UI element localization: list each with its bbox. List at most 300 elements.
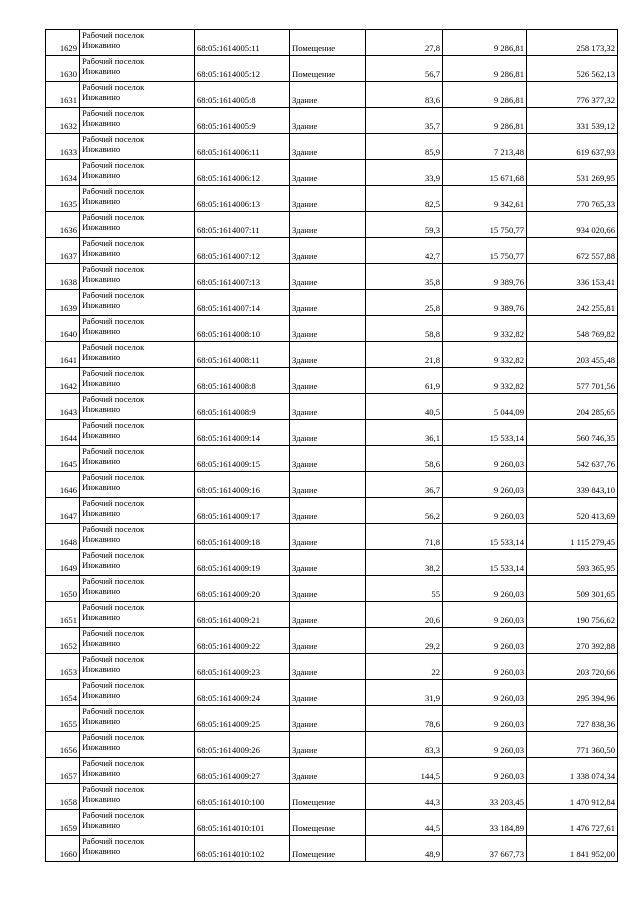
cadastral-number-cell: 68:05:1614009:22 — [195, 628, 290, 654]
location-line-2: Инжавино — [82, 247, 121, 258]
location-line-1: Рабочий поселок — [82, 342, 145, 352]
rate-cell: 33 203,45 — [443, 784, 527, 810]
area-cell: 61,9 — [366, 368, 443, 394]
cadastral-number-cell: 68:05:1614010:102 — [195, 836, 290, 862]
location-line-2: Инжавино — [82, 377, 121, 388]
cadastral-value-cell: 1 470 912,84 — [527, 784, 618, 810]
rate-cell: 9 286,81 — [443, 30, 527, 56]
location-line-2: Инжавино — [82, 819, 121, 830]
location-line-2: Инжавино — [82, 351, 121, 362]
rate-cell: 15 671,68 — [443, 160, 527, 186]
object-type-cell: Здание — [290, 706, 366, 732]
table-row — [46, 420, 618, 446]
table-row — [46, 316, 618, 342]
row-number-cell: 1649 — [46, 550, 80, 576]
rate-cell: 9 342,61 — [443, 186, 527, 212]
row-number-cell: 1641 — [46, 342, 80, 368]
location-line-1: Рабочий поселок — [82, 56, 145, 66]
location-line-1: Рабочий поселок — [82, 706, 145, 716]
location-line-2: Инжавино — [82, 663, 121, 674]
cadastral-number-cell: 68:05:1614009:21 — [195, 602, 290, 628]
location-cell — [80, 160, 195, 186]
location-line-2: Инжавино — [82, 637, 121, 648]
location-line-1: Рабочий поселок — [82, 550, 145, 560]
table-row — [46, 342, 618, 368]
table-row — [46, 56, 618, 82]
location-cell — [80, 550, 195, 576]
cadastral-number-cell: 68:05:1614007:13 — [195, 264, 290, 290]
area-cell: 33,9 — [366, 160, 443, 186]
location-line-1: Рабочий поселок — [82, 134, 145, 144]
location-line-1: Рабочий поселок — [82, 498, 145, 508]
location-cell — [80, 576, 195, 602]
table-row — [46, 108, 618, 134]
row-number-cell: 1633 — [46, 134, 80, 160]
table-row — [46, 186, 618, 212]
document-page — [45, 29, 617, 862]
area-cell: 42,7 — [366, 238, 443, 264]
cadastral-value-cell: 1 338 074,34 — [527, 758, 618, 784]
table-row — [46, 264, 618, 290]
location-line-2: Инжавино — [82, 221, 121, 232]
table-row — [46, 784, 618, 810]
location-cell — [80, 628, 195, 654]
object-type-cell: Здание — [290, 212, 366, 238]
location-line-2: Инжавино — [82, 715, 121, 726]
table-row — [46, 810, 618, 836]
location-line-1: Рабочий поселок — [82, 186, 145, 196]
object-type-cell: Здание — [290, 420, 366, 446]
table-row — [46, 654, 618, 680]
location-line-2: Инжавино — [82, 793, 121, 804]
cadastral-value-cell: 672 557,88 — [527, 238, 618, 264]
area-cell: 59,3 — [366, 212, 443, 238]
cadastral-number-cell: 68:05:1614009:20 — [195, 576, 290, 602]
row-number-cell: 1642 — [46, 368, 80, 394]
object-type-cell: Помещение — [290, 56, 366, 82]
rate-cell: 7 213,48 — [443, 134, 527, 160]
cadastral-value-cell: 770 765,33 — [527, 186, 618, 212]
row-number-cell: 1648 — [46, 524, 80, 550]
cadastral-value-cell: 1 115 279,45 — [527, 524, 618, 550]
location-cell — [80, 758, 195, 784]
location-cell — [80, 420, 195, 446]
rate-cell: 9 389,76 — [443, 264, 527, 290]
object-type-cell: Здание — [290, 550, 366, 576]
cadastral-number-cell: 68:05:1614009:17 — [195, 498, 290, 524]
rate-cell: 15 750,77 — [443, 212, 527, 238]
row-number-cell: 1629 — [46, 30, 80, 56]
location-cell — [80, 732, 195, 758]
area-cell: 56,2 — [366, 498, 443, 524]
table-row — [46, 472, 618, 498]
location-cell — [80, 212, 195, 238]
location-line-1: Рабочий поселок — [82, 368, 145, 378]
location-line-2: Инжавино — [82, 65, 121, 76]
cadastral-number-cell: 68:05:1614009:18 — [195, 524, 290, 550]
cadastral-value-cell: 242 255,81 — [527, 290, 618, 316]
cadastral-number-cell: 68:05:1614005:11 — [195, 30, 290, 56]
location-line-1: Рабочий поселок — [82, 316, 145, 326]
area-cell: 38,2 — [366, 550, 443, 576]
object-type-cell: Здание — [290, 368, 366, 394]
valuation-table — [45, 29, 618, 862]
object-type-cell: Здание — [290, 602, 366, 628]
table-row — [46, 602, 618, 628]
location-line-1: Рабочий поселок — [82, 290, 145, 300]
table-body — [46, 30, 618, 862]
location-line-2: Инжавино — [82, 299, 121, 310]
cadastral-number-cell: 68:05:1614005:8 — [195, 82, 290, 108]
object-type-cell: Здание — [290, 758, 366, 784]
location-cell — [80, 82, 195, 108]
object-type-cell: Помещение — [290, 784, 366, 810]
location-line-2: Инжавино — [82, 91, 121, 102]
cadastral-value-cell: 295 394,96 — [527, 680, 618, 706]
cadastral-number-cell: 68:05:1614009:14 — [195, 420, 290, 446]
object-type-cell: Здание — [290, 394, 366, 420]
object-type-cell: Здание — [290, 316, 366, 342]
cadastral-number-cell: 68:05:1614006:12 — [195, 160, 290, 186]
table-row — [46, 758, 618, 784]
row-number-cell: 1657 — [46, 758, 80, 784]
cadastral-value-cell: 727 838,36 — [527, 706, 618, 732]
location-cell — [80, 524, 195, 550]
table-row — [46, 238, 618, 264]
location-line-1: Рабочий поселок — [82, 82, 145, 92]
location-line-1: Рабочий поселок — [82, 446, 145, 456]
table-row — [46, 628, 618, 654]
location-line-1: Рабочий поселок — [82, 394, 145, 404]
rate-cell: 9 332,82 — [443, 342, 527, 368]
location-line-1: Рабочий поселок — [82, 238, 145, 248]
row-number-cell: 1656 — [46, 732, 80, 758]
row-number-cell: 1660 — [46, 836, 80, 862]
rate-cell: 15 533,14 — [443, 420, 527, 446]
cadastral-value-cell: 526 562,13 — [527, 56, 618, 82]
rate-cell: 9 260,03 — [443, 498, 527, 524]
cadastral-value-cell: 560 746,35 — [527, 420, 618, 446]
cadastral-value-cell: 509 301,65 — [527, 576, 618, 602]
area-cell: 58,6 — [366, 446, 443, 472]
location-cell — [80, 108, 195, 134]
cadastral-number-cell: 68:05:1614008:11 — [195, 342, 290, 368]
table-row — [46, 524, 618, 550]
row-number-cell: 1651 — [46, 602, 80, 628]
row-number-cell: 1646 — [46, 472, 80, 498]
table-row — [46, 732, 618, 758]
row-number-cell: 1658 — [46, 784, 80, 810]
row-number-cell: 1653 — [46, 654, 80, 680]
location-line-2: Инжавино — [82, 741, 121, 752]
cadastral-value-cell: 203 720,66 — [527, 654, 618, 680]
location-line-2: Инжавино — [82, 325, 121, 336]
row-number-cell: 1645 — [46, 446, 80, 472]
location-cell — [80, 498, 195, 524]
rate-cell: 9 260,03 — [443, 602, 527, 628]
cadastral-value-cell: 520 413,69 — [527, 498, 618, 524]
cadastral-number-cell: 68:05:1614009:15 — [195, 446, 290, 472]
cadastral-number-cell: 68:05:1614009:16 — [195, 472, 290, 498]
location-line-2: Инжавино — [82, 455, 121, 466]
area-cell: 35,7 — [366, 108, 443, 134]
location-line-1: Рабочий поселок — [82, 576, 145, 586]
cadastral-value-cell: 776 377,32 — [527, 82, 618, 108]
object-type-cell: Здание — [290, 186, 366, 212]
location-cell — [80, 342, 195, 368]
location-line-1: Рабочий поселок — [82, 160, 145, 170]
rate-cell: 15 750,77 — [443, 238, 527, 264]
object-type-cell: Здание — [290, 134, 366, 160]
location-line-1: Рабочий поселок — [82, 30, 145, 40]
rate-cell: 9 286,81 — [443, 82, 527, 108]
table-row — [46, 836, 618, 862]
cadastral-number-cell: 68:05:1614008:10 — [195, 316, 290, 342]
table-row — [46, 134, 618, 160]
location-line-1: Рабочий поселок — [82, 264, 145, 274]
row-number-cell: 1640 — [46, 316, 80, 342]
location-line-2: Инжавино — [82, 169, 121, 180]
row-number-cell: 1638 — [46, 264, 80, 290]
cadastral-number-cell: 68:05:1614010:100 — [195, 784, 290, 810]
rate-cell: 9 260,03 — [443, 576, 527, 602]
object-type-cell: Здание — [290, 238, 366, 264]
location-line-1: Рабочий поселок — [82, 654, 145, 664]
row-number-cell: 1647 — [46, 498, 80, 524]
cadastral-value-cell: 1 476 727,61 — [527, 810, 618, 836]
row-number-cell: 1630 — [46, 56, 80, 82]
cadastral-value-cell: 331 539,12 — [527, 108, 618, 134]
row-number-cell: 1639 — [46, 290, 80, 316]
location-cell — [80, 472, 195, 498]
location-line-2: Инжавино — [82, 429, 121, 440]
rate-cell: 9 260,03 — [443, 654, 527, 680]
object-type-cell: Помещение — [290, 30, 366, 56]
location-line-1: Рабочий поселок — [82, 602, 145, 612]
cadastral-number-cell: 68:05:1614006:11 — [195, 134, 290, 160]
location-cell — [80, 810, 195, 836]
rate-cell: 9 260,03 — [443, 472, 527, 498]
object-type-cell: Здание — [290, 498, 366, 524]
row-number-cell: 1650 — [46, 576, 80, 602]
location-cell — [80, 316, 195, 342]
row-number-cell: 1652 — [46, 628, 80, 654]
cadastral-value-cell: 577 701,56 — [527, 368, 618, 394]
object-type-cell: Здание — [290, 732, 366, 758]
row-number-cell: 1636 — [46, 212, 80, 238]
location-line-2: Инжавино — [82, 481, 121, 492]
object-type-cell: Здание — [290, 654, 366, 680]
location-cell — [80, 654, 195, 680]
area-cell: 29,2 — [366, 628, 443, 654]
area-cell: 56,7 — [366, 56, 443, 82]
location-line-2: Инжавино — [82, 845, 121, 856]
area-cell: 27,8 — [366, 30, 443, 56]
rate-cell: 9 389,76 — [443, 290, 527, 316]
rate-cell: 33 184,89 — [443, 810, 527, 836]
row-number-cell: 1644 — [46, 420, 80, 446]
area-cell: 20,6 — [366, 602, 443, 628]
object-type-cell: Здание — [290, 680, 366, 706]
table-row — [46, 160, 618, 186]
table-row — [46, 680, 618, 706]
area-cell: 44,5 — [366, 810, 443, 836]
cadastral-value-cell: 339 843,10 — [527, 472, 618, 498]
rate-cell: 9 260,03 — [443, 706, 527, 732]
area-cell: 144,5 — [366, 758, 443, 784]
cadastral-number-cell: 68:05:1614009:23 — [195, 654, 290, 680]
area-cell: 48,9 — [366, 836, 443, 862]
row-number-cell: 1637 — [46, 238, 80, 264]
location-line-2: Инжавино — [82, 507, 121, 518]
cadastral-number-cell: 68:05:1614009:27 — [195, 758, 290, 784]
rate-cell: 9 332,82 — [443, 316, 527, 342]
row-number-cell: 1635 — [46, 186, 80, 212]
cadastral-value-cell: 619 637,93 — [527, 134, 618, 160]
area-cell: 83,6 — [366, 82, 443, 108]
area-cell: 35,8 — [366, 264, 443, 290]
row-number-cell: 1659 — [46, 810, 80, 836]
location-line-1: Рабочий поселок — [82, 628, 145, 638]
location-line-1: Рабочий поселок — [82, 524, 145, 534]
location-line-1: Рабочий поселок — [82, 420, 145, 430]
table-row — [46, 82, 618, 108]
location-cell — [80, 602, 195, 628]
location-line-1: Рабочий поселок — [82, 758, 145, 768]
location-line-2: Инжавино — [82, 117, 121, 128]
location-line-2: Инжавино — [82, 689, 121, 700]
location-line-1: Рабочий поселок — [82, 472, 145, 482]
cadastral-number-cell: 68:05:1614005:12 — [195, 56, 290, 82]
cadastral-number-cell: 68:05:1614009:19 — [195, 550, 290, 576]
row-number-cell: 1631 — [46, 82, 80, 108]
table-row — [46, 368, 618, 394]
cadastral-number-cell: 68:05:1614008:8 — [195, 368, 290, 394]
cadastral-value-cell: 542 637,76 — [527, 446, 618, 472]
area-cell: 55 — [366, 576, 443, 602]
area-cell: 25,8 — [366, 290, 443, 316]
row-number-cell: 1654 — [46, 680, 80, 706]
cadastral-number-cell: 68:05:1614006:13 — [195, 186, 290, 212]
object-type-cell: Здание — [290, 290, 366, 316]
cadastral-number-cell: 68:05:1614009:25 — [195, 706, 290, 732]
cadastral-number-cell: 68:05:1614008:9 — [195, 394, 290, 420]
table-row — [46, 706, 618, 732]
object-type-cell: Здание — [290, 576, 366, 602]
location-line-2: Инжавино — [82, 559, 121, 570]
object-type-cell: Здание — [290, 160, 366, 186]
location-line-1: Рабочий поселок — [82, 212, 145, 222]
object-type-cell: Здание — [290, 264, 366, 290]
object-type-cell: Здание — [290, 524, 366, 550]
area-cell: 31,9 — [366, 680, 443, 706]
cadastral-value-cell: 934 020,66 — [527, 212, 618, 238]
cadastral-value-cell: 548 769,82 — [527, 316, 618, 342]
cadastral-number-cell: 68:05:1614009:24 — [195, 680, 290, 706]
cadastral-number-cell: 68:05:1614005:9 — [195, 108, 290, 134]
rate-cell: 9 260,03 — [443, 628, 527, 654]
location-line-2: Инжавино — [82, 143, 121, 154]
rate-cell: 5 044,09 — [443, 394, 527, 420]
object-type-cell: Здание — [290, 342, 366, 368]
object-type-cell: Здание — [290, 82, 366, 108]
area-cell: 83,3 — [366, 732, 443, 758]
row-number-cell: 1632 — [46, 108, 80, 134]
location-line-2: Инжавино — [82, 533, 121, 544]
area-cell: 58,8 — [366, 316, 443, 342]
location-line-2: Инжавино — [82, 39, 121, 50]
area-cell: 21,8 — [366, 342, 443, 368]
location-line-2: Инжавино — [82, 611, 121, 622]
cadastral-number-cell: 68:05:1614007:12 — [195, 238, 290, 264]
location-line-2: Инжавино — [82, 585, 121, 596]
location-cell — [80, 134, 195, 160]
area-cell: 71,8 — [366, 524, 443, 550]
cadastral-value-cell: 593 365,95 — [527, 550, 618, 576]
table-row — [46, 446, 618, 472]
area-cell: 40,5 — [366, 394, 443, 420]
rate-cell: 9 260,03 — [443, 680, 527, 706]
area-cell: 36,7 — [366, 472, 443, 498]
row-number-cell: 1655 — [46, 706, 80, 732]
rate-cell: 9 260,03 — [443, 758, 527, 784]
cadastral-number-cell: 68:05:1614009:26 — [195, 732, 290, 758]
location-cell — [80, 836, 195, 862]
location-cell — [80, 706, 195, 732]
area-cell: 78,6 — [366, 706, 443, 732]
object-type-cell: Здание — [290, 108, 366, 134]
table-row — [46, 576, 618, 602]
object-type-cell: Здание — [290, 628, 366, 654]
cadastral-value-cell: 270 392,88 — [527, 628, 618, 654]
cadastral-value-cell: 531 269,95 — [527, 160, 618, 186]
table-row — [46, 30, 618, 56]
table-row — [46, 498, 618, 524]
cadastral-value-cell: 1 841 952,00 — [527, 836, 618, 862]
object-type-cell: Здание — [290, 446, 366, 472]
rate-cell: 9 332,82 — [443, 368, 527, 394]
cadastral-value-cell: 190 756,62 — [527, 602, 618, 628]
rate-cell: 15 533,14 — [443, 550, 527, 576]
rate-cell: 37 667,73 — [443, 836, 527, 862]
table-row — [46, 290, 618, 316]
location-line-1: Рабочий поселок — [82, 810, 145, 820]
cadastral-value-cell: 771 360,50 — [527, 732, 618, 758]
location-cell — [80, 56, 195, 82]
rate-cell: 9 260,03 — [443, 732, 527, 758]
table-row — [46, 394, 618, 420]
location-line-2: Инжавино — [82, 273, 121, 284]
rate-cell: 9 286,81 — [443, 108, 527, 134]
location-line-1: Рабочий поселок — [82, 784, 145, 794]
location-cell — [80, 30, 195, 56]
cadastral-value-cell: 336 153,41 — [527, 264, 618, 290]
location-cell — [80, 680, 195, 706]
rate-cell: 15 533,14 — [443, 524, 527, 550]
location-cell — [80, 394, 195, 420]
location-cell — [80, 264, 195, 290]
location-cell — [80, 186, 195, 212]
location-line-1: Рабочий поселок — [82, 680, 145, 690]
location-line-2: Инжавино — [82, 767, 121, 778]
location-line-1: Рабочий поселок — [82, 108, 145, 118]
cadastral-number-cell: 68:05:1614010:101 — [195, 810, 290, 836]
location-cell — [80, 784, 195, 810]
object-type-cell: Здание — [290, 472, 366, 498]
location-line-2: Инжавино — [82, 195, 121, 206]
cadastral-number-cell: 68:05:1614007:11 — [195, 212, 290, 238]
row-number-cell: 1643 — [46, 394, 80, 420]
